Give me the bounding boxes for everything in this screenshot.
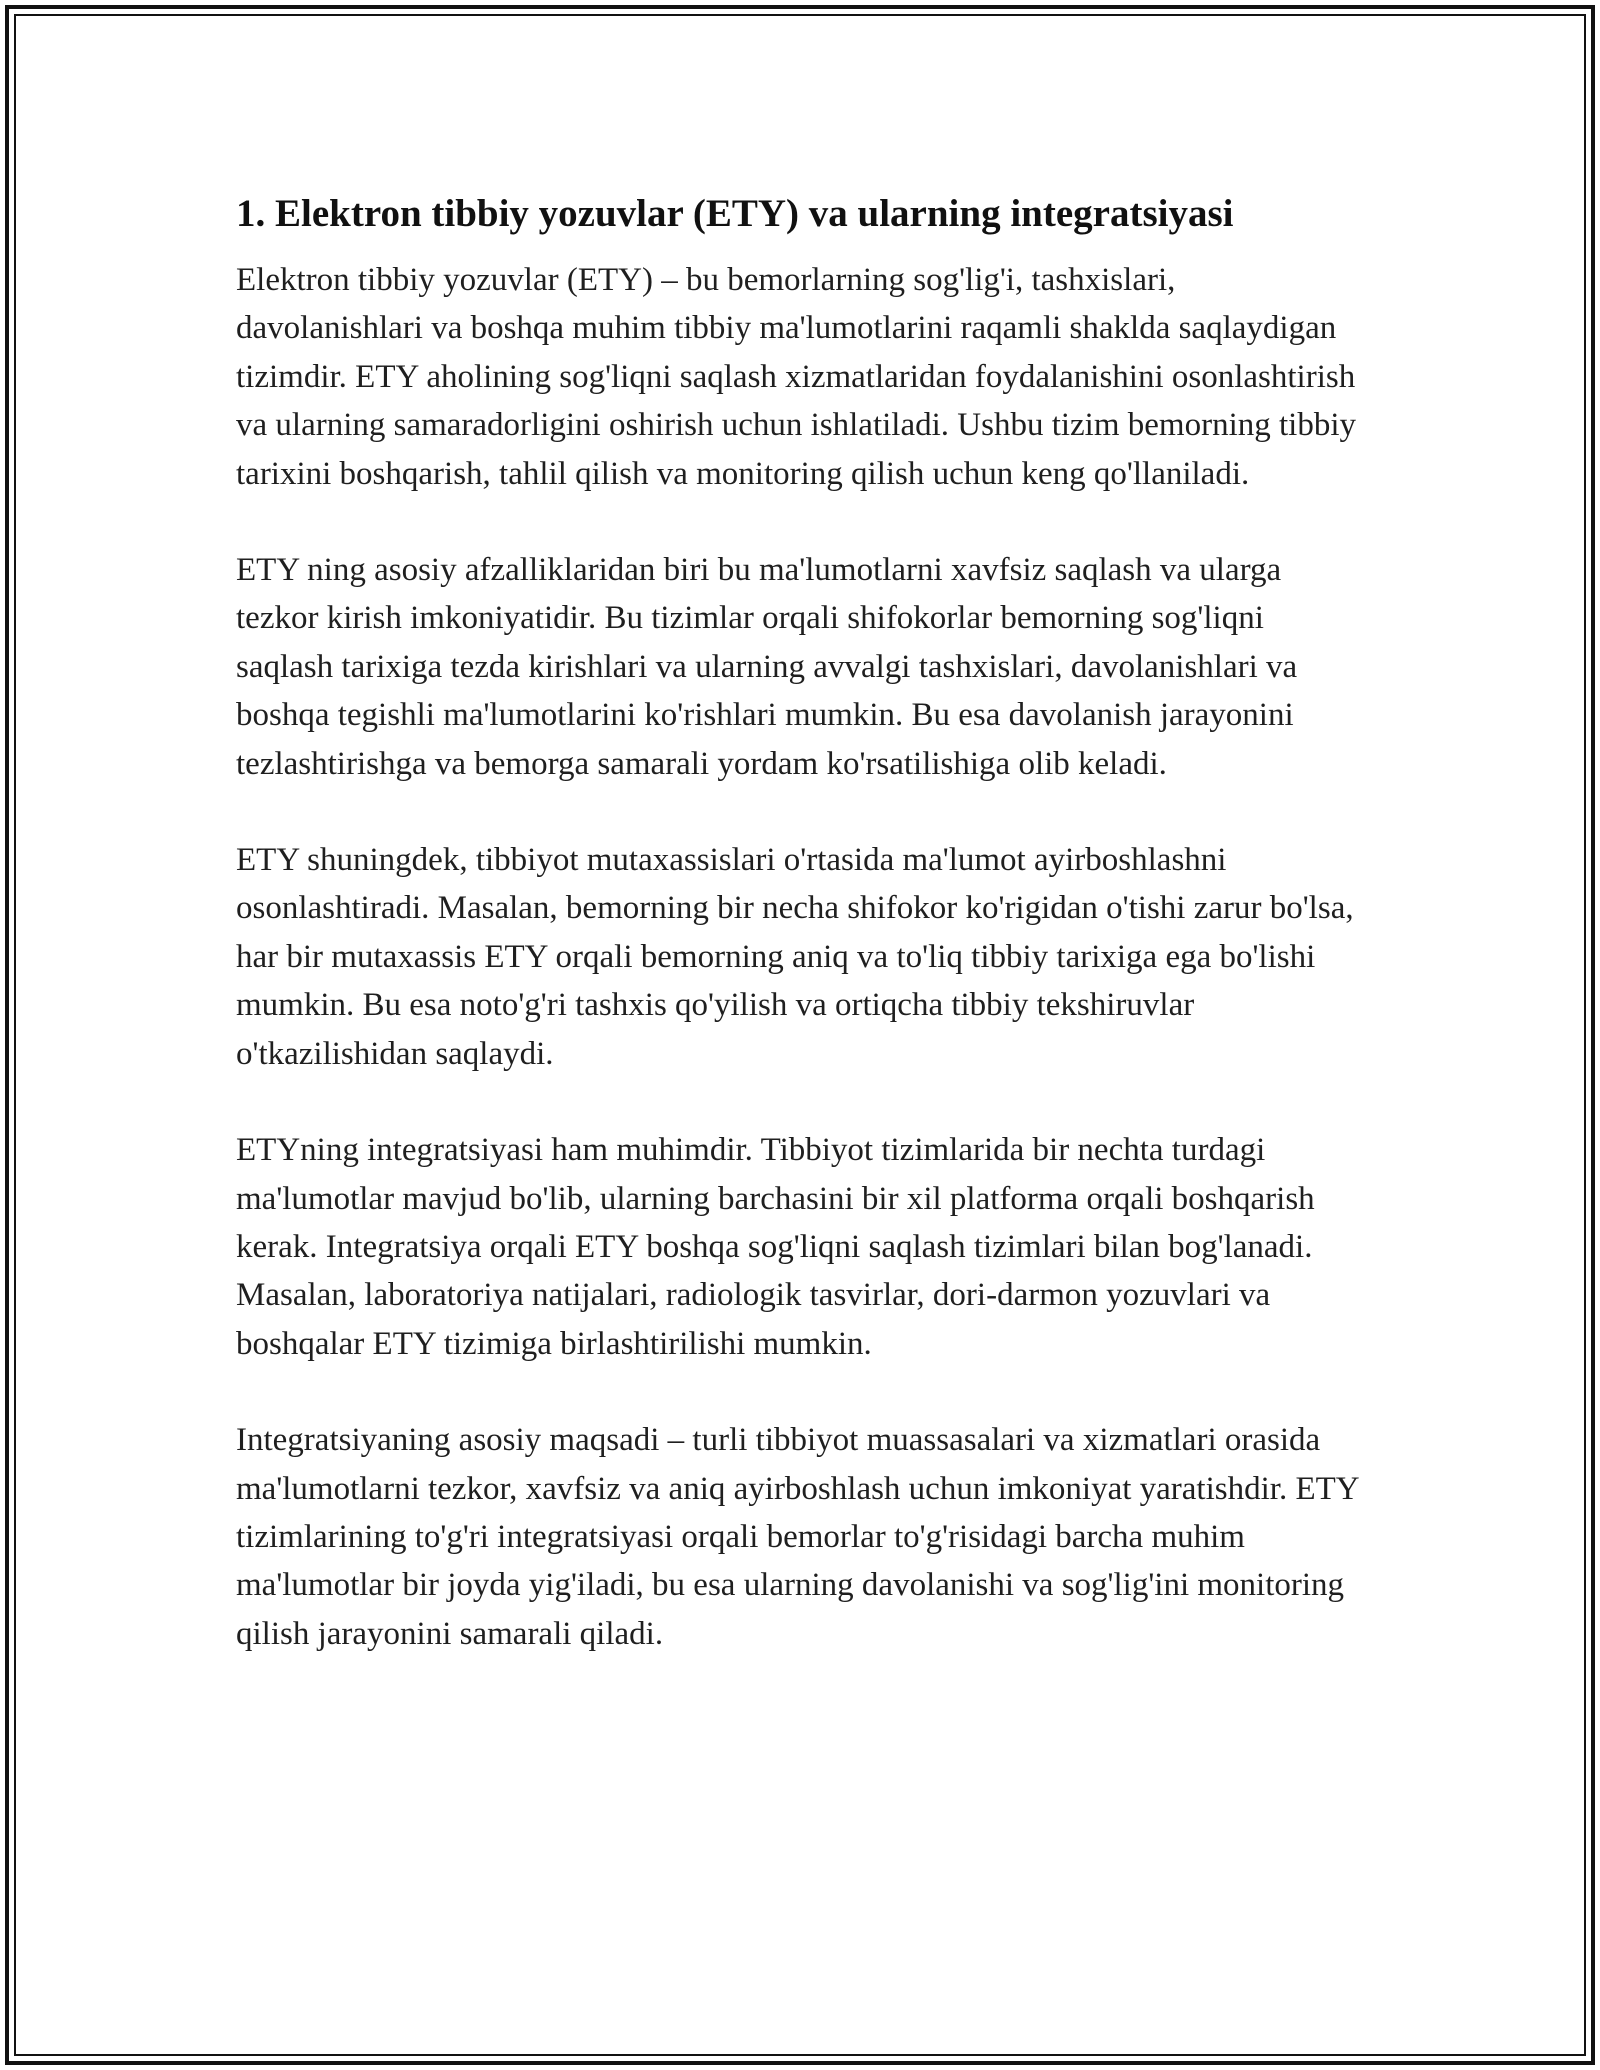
paragraph-5: Integratsiyaning asosiy maqsadi – turli tibbiyot muassasalari va xizmatlari orasida ma'lumotlarni tezkor, xavfsiz va aniq ayirboshlash uchun imkoniyat yaratishdir. ETY tizimlarining to'g'ri integratsiyasi orqali bemorlar to'g'risidagi barcha muhim ma'lumotlar bir joyda yig'iladi, bu esa ularning davolanishi va sog'lig'ini monitoring qilish jarayonini samarali qiladi. [236,1422,1359,1652]
paragraph-1: Elektron tibbiy yozuvlar (ETY) – bu bemorlarning sog'lig'i, tashxislari, davolanishlari va boshqa muhim tibbiy ma'lumotlarini raqamli shaklda saqlaydigan tizimdir. ETY aholining sog'liqni saqlash xizmatlaridan foydalanishini osonlashtirish va ularning samaradorligini oshirish uchun ishlatiladi. Ushbu tizim bemorning tibbiy tarixini boshqarish, tahlil qilish va monitoring qilish uchun keng qo'llaniladi. [236,262,1357,492]
paragraph-3: ETY shuningdek, tibbiyot mutaxassislari o'rtasida ma'lumot ayirboshlashni osonlashtiradi. Masalan, bemorning bir necha shifokor ko'rigidan o'tishi zarur bo'lsa, har bir mutaxassis ETY orqali bemorning aniq va to'liq tibbiy tarixiga ega bo'lishi mumkin. Bu esa noto'g'ri tashxis qo'yilish va ortiqcha tibbiy tekshiruvlar o'tkazilishidan saqlaydi. [236,842,1354,1072]
document-body [236,188,1366,1706]
paragraph-2: ETY ning asosiy afzalliklaridan biri bu ma'lumotlarni xavfsiz saqlash va ularga tezkor kirish imkoniyatidir. Bu tizimlar orqali shifokorlar bemorning sog'liqni saqlash tarixiga tezda kirishlari va ularning avvalgi tashxislari, davolanishlari va boshqa tegishli ma'lumotlarini ko'rishlari mumkin. Bu esa davolanish jarayonini tezlashtirishga va bemorga samarali yordam ko'rsatilishiga olib keladi. [236,552,1298,782]
section-heading: 1. Elektron tibbiy yozuvlar (ETY) va ularning integratsiyasi [236,192,1234,235]
paragraph-4: ETYning integratsiyasi ham muhimdir. Tibbiyot tizimlarida bir nechta turdagi ma'lumotlar mavjud bo'lib, ularning barchasini bir xil platforma orqali boshqarish kerak. Integratsiya orqali ETY boshqa sog'liqni saqlash tizimlari bilan bog'lanadi. Masalan, laboratoriya natijalari, radiologik tasvirlar, dori-darmon yozuvlari va boshqalar ETY tizimiga birlashtirilishi mumkin. [236,1132,1315,1362]
